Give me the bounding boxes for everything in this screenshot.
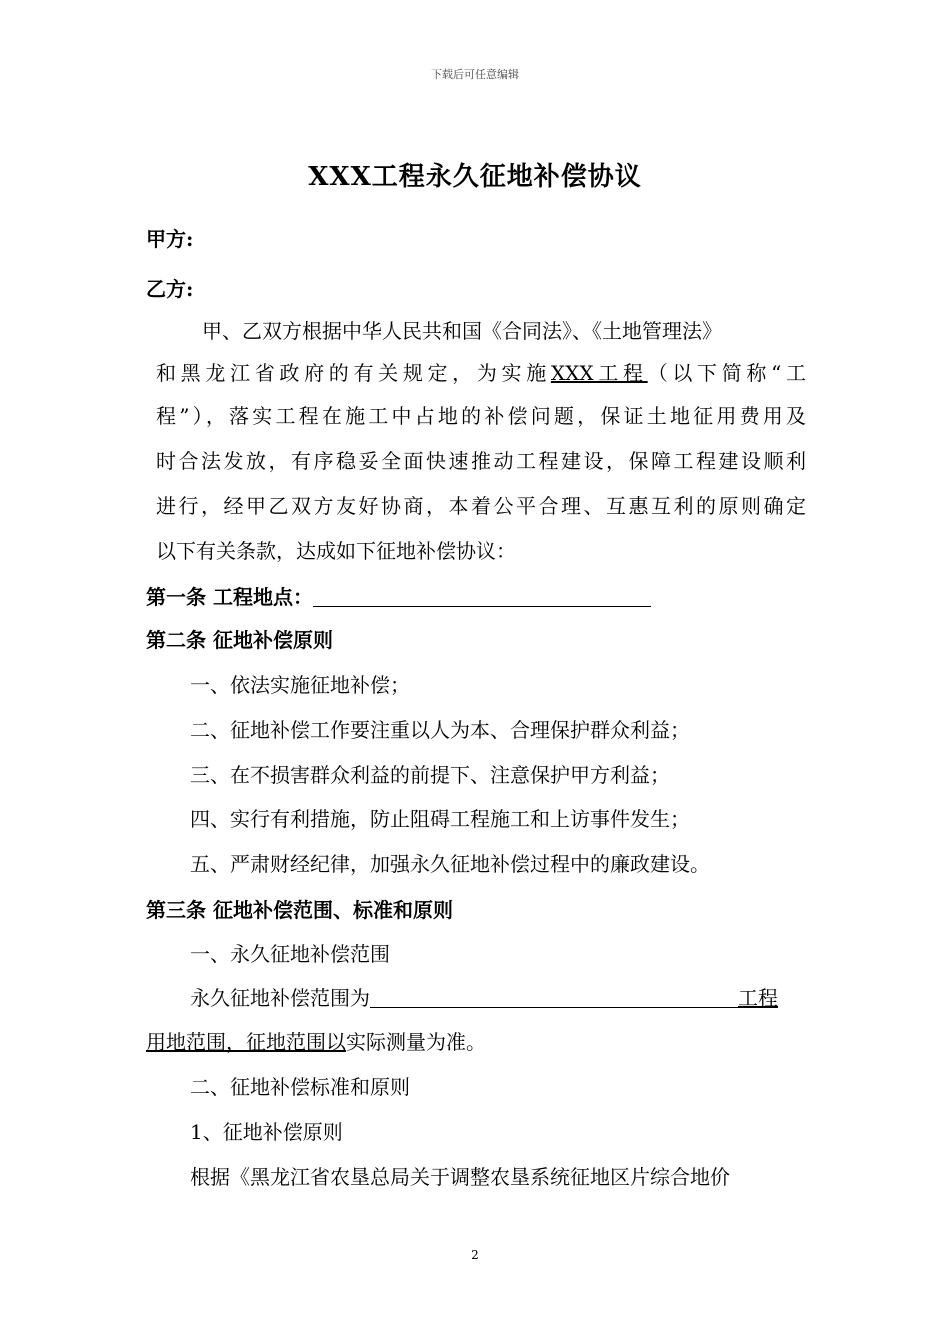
location-blank [313, 586, 651, 607]
principle-item: 五、严肃财经纪律，加强永久征地补偿过程中的廉政建设。 [190, 852, 710, 876]
intro-line-2-tail: （以下简称“工 [647, 361, 807, 385]
principle-item: 二、征地补偿工作要注重以人为本、合理保护群众利益； [190, 718, 690, 742]
intro-line-1: 甲、乙双方根据中华人民共和国《合同法》、《土地管理法》 [202, 319, 722, 343]
project-name-underlined: XXX工程 [550, 361, 648, 385]
subsection-principle-heading: 1、征地补偿原则 [190, 1120, 343, 1144]
scope-line-2 [146, 1029, 486, 1055]
section-standard-heading: 二、征地补偿标准和原则 [190, 1075, 410, 1099]
basis-line: 根据《黑龙江省农垦总局关于调整农垦系统征地区片综合地价 [190, 1165, 730, 1189]
scope-line-1 [190, 985, 778, 1011]
principle-item: 三、在不损害群众利益的前提下、注意保护甲方利益； [190, 763, 670, 787]
intro-line-2-text: 和黑龙江省政府的有关规定，为实施 [156, 361, 551, 385]
article-3-heading: 第三条 征地补偿范围、标准和原则 [146, 898, 453, 922]
scope-blank [370, 987, 738, 1008]
principle-item: 一、依法实施征地补偿； [190, 673, 410, 697]
article-2-heading: 第二条 征地补偿原则 [146, 628, 333, 652]
scope-range-underlined: 用地范围，征地范围以 [146, 1030, 346, 1054]
article-1-heading-text: 第一条 工程地点： [146, 585, 313, 609]
party-b-label: 乙方: [146, 277, 194, 301]
intro-line-2 [156, 360, 806, 386]
intro-line-5: 进行，经甲乙双方友好协商，本着公平合理、互惠互利的原则确定 [156, 494, 806, 518]
scope-project-suffix: 工程 [738, 986, 778, 1010]
document-title: XXX工程永久征地补偿协议 [308, 162, 642, 192]
intro-line-3: 程”），落实工程在施工中占地的补偿问题，保证土地征用费用及 [156, 404, 806, 428]
principle-item: 四、实行有利措施，防止阻碍工程施工和上访事件发生； [190, 807, 690, 831]
article-1-heading [146, 584, 651, 610]
section-scope-heading: 一、永久征地补偿范围 [190, 942, 390, 966]
intro-line-6: 以下有关条款，达成如下征地补偿协议： [156, 539, 516, 563]
scope-text: 永久征地补偿范围为 [190, 986, 370, 1010]
page-number: 2 [471, 1248, 479, 1262]
scope-measure-text: 实际测量为准。 [346, 1030, 486, 1054]
header-note: 下载后可任意编辑 [431, 68, 519, 81]
party-a-label: 甲方: [146, 227, 194, 251]
intro-line-4: 时合法发放，有序稳妥全面快速推动工程建设，保障工程建设顺利 [156, 449, 806, 473]
